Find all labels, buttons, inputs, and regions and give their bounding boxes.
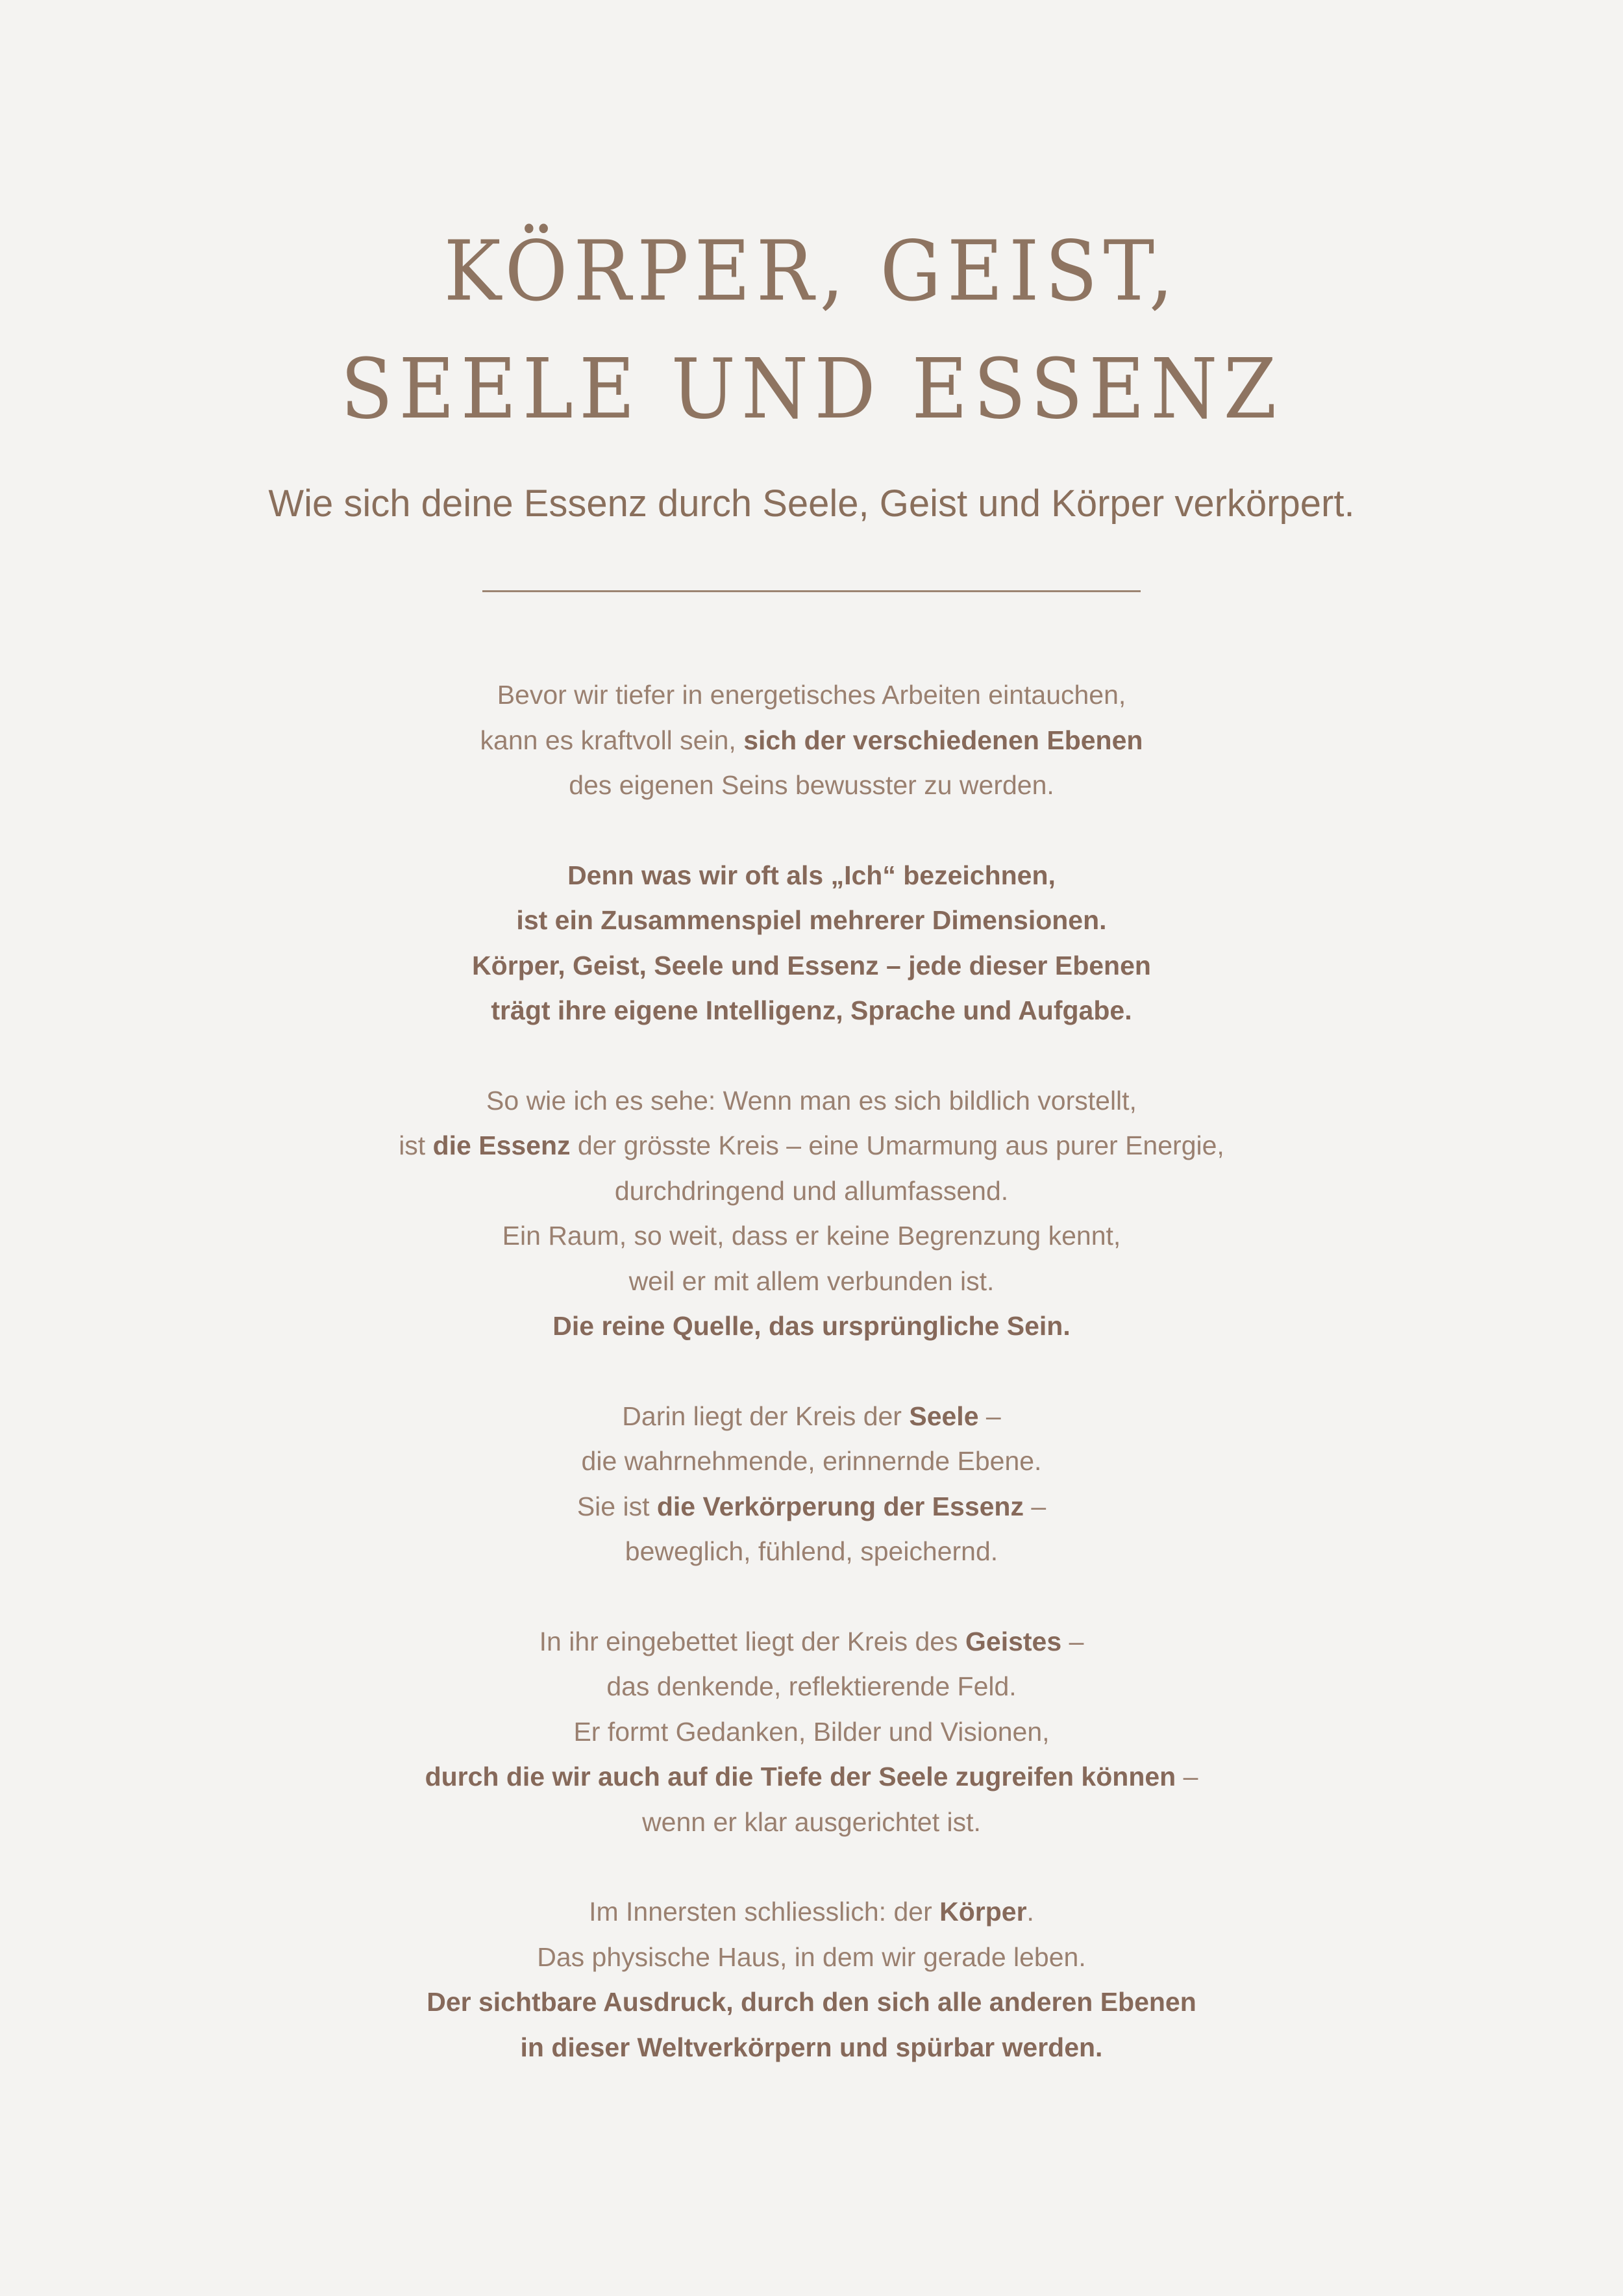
text-line bbox=[162, 673, 1461, 718]
emphasis-text: Körper bbox=[939, 1897, 1027, 1927]
divider-line bbox=[482, 590, 1141, 592]
body-text-segment: Ein Raum, so weit, dass er keine Begrenzung kennt, bbox=[502, 1221, 1121, 1251]
text-line bbox=[162, 1169, 1461, 1214]
text-line bbox=[162, 763, 1461, 808]
text-line bbox=[162, 988, 1461, 1034]
body-text-segment: – bbox=[1176, 1762, 1198, 1791]
text-line bbox=[162, 1935, 1461, 1980]
text-line bbox=[162, 1394, 1461, 1440]
text-line bbox=[162, 853, 1461, 899]
body-text-segment: Bevor wir tiefer in energetisches Arbeiten eintauchen, bbox=[497, 680, 1126, 710]
body-text-segment: Er formt Gedanken, Bilder und Visionen, bbox=[573, 1716, 1050, 1747]
paragraph bbox=[162, 1619, 1461, 1845]
emphasis-text: Geistes bbox=[965, 1626, 1062, 1656]
text-line bbox=[162, 1529, 1461, 1575]
emphasis-text: die Verkörperung der Essenz bbox=[656, 1491, 1024, 1521]
text-line bbox=[162, 1079, 1461, 1124]
text-line bbox=[162, 718, 1461, 764]
body-text-segment: ist bbox=[399, 1130, 433, 1160]
emphasis-text: durch die wir auch auf die Tiefe der Seele zugreifen können bbox=[425, 1762, 1176, 1791]
text-line bbox=[162, 1664, 1461, 1710]
subtitle: Wie sich deine Essenz durch Seele, Geist und Körper verkörpert. bbox=[268, 482, 1355, 525]
body-text-segment: – bbox=[1023, 1491, 1047, 1521]
body-text-segment: des eigenen Seins bewusster zu werden. bbox=[569, 770, 1054, 800]
text-line bbox=[162, 1123, 1461, 1169]
text-line bbox=[162, 2025, 1461, 2071]
text-line bbox=[162, 1259, 1461, 1304]
text-line bbox=[162, 898, 1461, 943]
body-text bbox=[162, 673, 1461, 2115]
emphasis-text: sich der verschiedenen Ebenen bbox=[743, 725, 1143, 755]
text-line bbox=[162, 943, 1461, 989]
body-text-segment: . bbox=[1026, 1897, 1034, 1927]
emphasis-text: Körper, Geist, Seele und Essenz – jede dieser Ebenen bbox=[472, 950, 1151, 980]
body-text-segment: Im Innersten schliesslich: der bbox=[589, 1897, 940, 1927]
text-line bbox=[162, 1710, 1461, 1755]
text-line bbox=[162, 1619, 1461, 1665]
emphasis-text: in dieser Weltverkörpern und spürbar werden. bbox=[520, 2032, 1103, 2062]
emphasis-text: Denn was wir oft als „Ich“ bezeichnen, bbox=[567, 860, 1056, 890]
body-text-segment: die wahrnehmende, erinnernde Ebene. bbox=[581, 1446, 1042, 1476]
text-line bbox=[162, 1754, 1461, 1800]
title-line-1: KÖRPER, GEIST, bbox=[443, 222, 1180, 319]
body-text-segment: durchdringend und allumfassend. bbox=[614, 1175, 1009, 1206]
emphasis-text: die Essenz bbox=[432, 1130, 571, 1160]
text-line bbox=[162, 1800, 1461, 1845]
text-line bbox=[162, 1439, 1461, 1484]
body-text-segment: In ihr eingebettet liegt der Kreis des bbox=[539, 1626, 966, 1656]
body-text-segment: – bbox=[1061, 1626, 1084, 1656]
body-text-segment: So wie ich es sehe: Wenn man es sich bildlich vorstellt, bbox=[486, 1085, 1137, 1116]
emphasis-text: Die reine Quelle, das ursprüngliche Sein. bbox=[552, 1311, 1071, 1341]
page-title bbox=[0, 212, 1623, 448]
emphasis-text: trägt ihre eigene Intelligenz, Sprache und Aufgabe. bbox=[491, 995, 1132, 1025]
text-line bbox=[162, 1980, 1461, 2025]
body-text-segment: das denkende, reflektierende Feld. bbox=[606, 1671, 1017, 1701]
body-text-segment: – bbox=[978, 1401, 1001, 1431]
title-line-2: SEELE UND ESSENZ bbox=[340, 340, 1283, 438]
text-line bbox=[162, 1890, 1461, 1935]
body-text-segment: Das physische Haus, in dem wir gerade leben. bbox=[537, 1941, 1086, 1972]
body-text-segment: kann es kraftvoll sein, bbox=[480, 725, 744, 755]
paragraph bbox=[162, 1890, 1461, 2070]
body-text-segment: beweglich, fühlend, speichernd. bbox=[625, 1536, 998, 1566]
emphasis-text: Der sichtbare Ausdruck, durch den sich alle anderen Ebenen bbox=[427, 1987, 1196, 2017]
text-line bbox=[162, 1484, 1461, 1530]
paragraph bbox=[162, 1394, 1461, 1575]
body-text-segment: der grösste Kreis – eine Umarmung aus purer Energie, bbox=[570, 1130, 1224, 1160]
body-text-segment: Darin liegt der Kreis der bbox=[622, 1401, 910, 1431]
text-line bbox=[162, 1304, 1461, 1349]
text-line bbox=[162, 1214, 1461, 1259]
emphasis-text: Seele bbox=[909, 1401, 979, 1431]
paragraph bbox=[162, 1079, 1461, 1349]
body-text-segment: wenn er klar ausgerichtet ist. bbox=[642, 1806, 981, 1837]
emphasis-text: ist ein Zusammenspiel mehrerer Dimensionen. bbox=[516, 905, 1107, 935]
paragraph bbox=[162, 673, 1461, 808]
paragraph bbox=[162, 853, 1461, 1034]
body-text-segment: Sie ist bbox=[576, 1491, 657, 1521]
body-text-segment: weil er mit allem verbunden ist. bbox=[628, 1266, 995, 1296]
